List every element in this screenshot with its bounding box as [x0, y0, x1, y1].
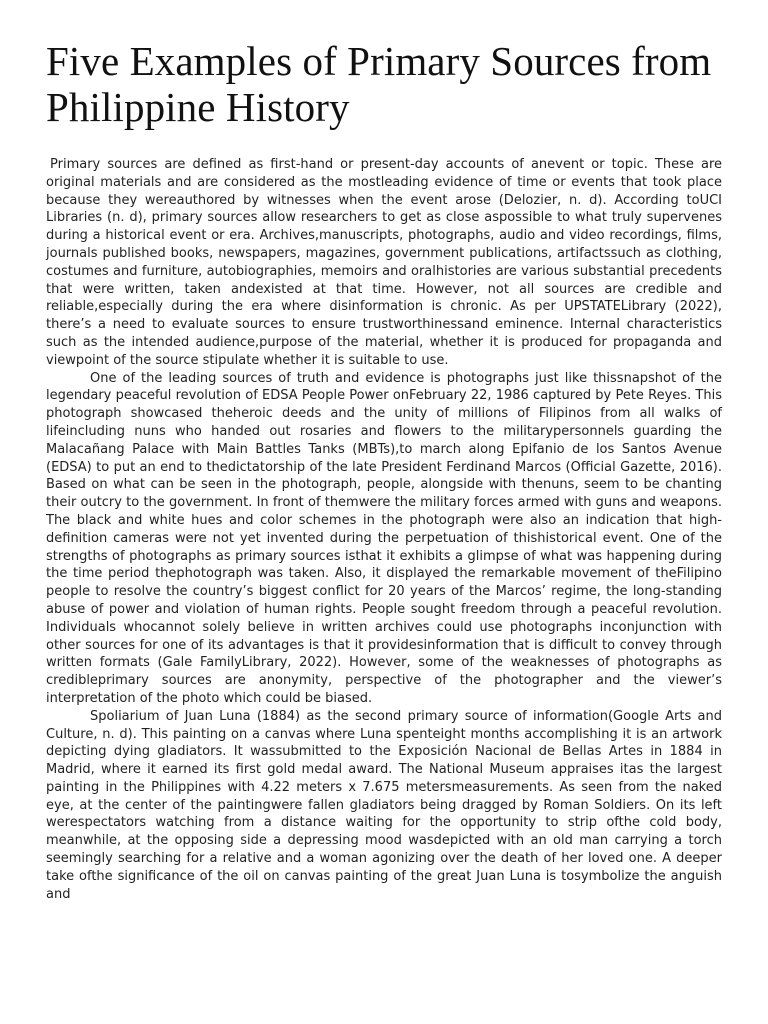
paragraph-edsa-photograph: One of the leading sources of truth and evidence is photographs just like thissnapshot of the legendary peaceful revolution of EDSA People Power onFebruary 22, 1986 captured by Pete Reyes. This photograph showcased theheroic deeds and the unity of millions of Filipinos from all walks of lifeincluding nuns who handed out rosaries and flowers to the militarypersonnels guarding the Malacañang Palace with Main Battles Tanks (MBTs),to march along Epifanio de los Santos Avenue (EDSA) to put an end to thedictatorship of the late President Ferdinand Marcos (Official Gazette, 2016). Based on what can be seen in the photograph, people, alongside with thenuns, seem to be chanting their outcry to the government. In front of themwere the military forces armed with guns and weapons. The black and white hues and color schemes in the photograph were also an indication that high-definition cameras were not yet invented during the perpetuation of thishistorical event. One of the strengths of photographs as primary sources isthat it exhibits a glimpse of what was happening during the time period thephotograph was taken. Also, it displayed the remarkable movement of theFilipino people to resolve the country’s biggest conflict for 20 years of the Marcos’ regime, the long-standing abuse of power and violation of human rights. People sought freedom through a peaceful revolution. Individuals whocannot solely believe in written archives could use photographs inconjunction with other sources for one of its advantages is that it providesinformation that is difficult to convey through written formats (Gale FamilyLibrary, 2022). However, some of the weaknesses of photographs as credibleprimary sources are anonymity, perspective of the photographer and the viewer’s interpretation of the photo which could be biased. — [46, 370, 722, 706]
paragraph-primary-sources-definition: Primary sources are defined as first-hand or present-day accounts of anevent or topic. These are original materials and are considered as the mostleading evidence of time or events that took place because they wereauthored by witnesses when the event arose (Delozier, n. d). According toUCI Libraries (n. d), primary sources allow researchers to get as close aspossible to what truly supervenes during a historical event or era. Archives,manuscripts, photographs, audio and video recordings, films, journals published books, newspapers, magazines, government publications, artifactssuch as clothing, costumes and furniture, autobiographies, memoirs and oralhistories are various substantial precedents that were written, taken andexisted at that time. However, not all sources are credible and reliable,especially during the era where disinformation is chronic. As per UPSTATELibrary (2022), there’s a need to evaluate sources to ensure trustworthinessand eminence. Internal characteristics such as the intended audience,purpose of the material, whether it is produced for propaganda and viewpoint of the source stipulate whether it is suitable to use. — [46, 157, 722, 368]
paragraph-spoliarium: Spoliarium of Juan Luna (1884) as the second primary source of information(Google Arts and Culture, n. d). This painting on a canvas where Luna spenteight months accomplishing it is an artwork depicting dying gladiators. It wassubmitted to the Exposición Nacional de Bellas Artes in 1884 in Madrid, where it earned its first gold medal award. The National Museum appraises itas the largest painting in the Philippines with 4.22 meters x 7.675 metersmeasurements. As seen from the naked eye, at the center of the paintingwere fallen gladiators being dragged by Roman Soldiers. On its left werespectators watching from a distance waiting for the opportunity to strip ofthe cold body, meanwhile, at the opposing side a depressing mood wasdepicted with an old man carrying a torch seemingly searching for a relative and a woman agonizing over the death of her loved one. A deeper take ofthe significance of the oil on canvas painting of the great Juan Luna is tosymbolize the anguish and — [46, 708, 722, 902]
document-title: Five Examples of Primary Sources from Philippine History — [46, 38, 712, 130]
document-body — [46, 156, 722, 903]
